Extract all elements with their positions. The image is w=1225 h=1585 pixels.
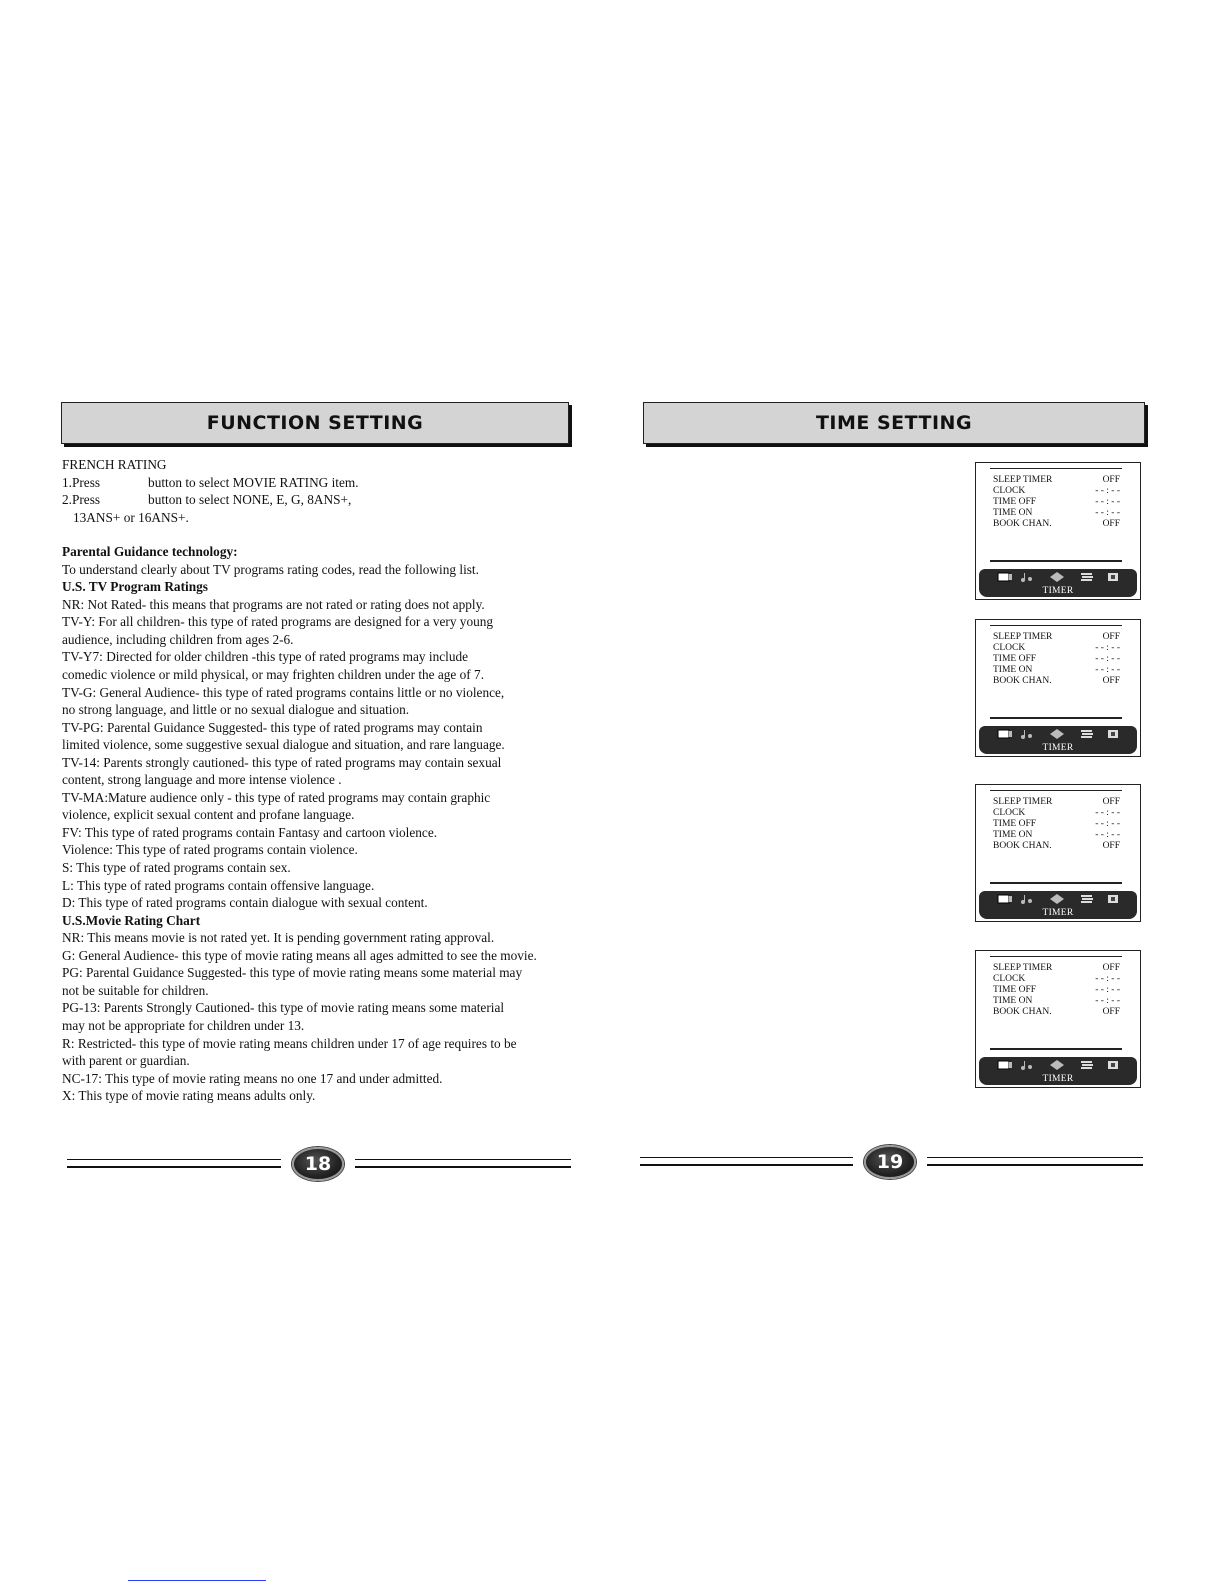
line-text: TV-PG: Parental Guidance Suggested- this type of rated programs may contain — [62, 719, 483, 735]
menu-row — [993, 486, 1120, 497]
menu-row-value: - - : - - — [1095, 643, 1120, 653]
text-line — [62, 613, 592, 631]
menu-row — [993, 830, 1120, 841]
bottom-underline — [128, 1580, 266, 1581]
stack-icon — [1079, 572, 1095, 582]
menu-row-value: OFF — [1102, 963, 1120, 973]
menu-row-value: OFF — [1102, 1007, 1120, 1017]
line-text: TV-G: General Audience- this type of rated programs contains little or no violence, — [62, 684, 505, 700]
text-line — [62, 1052, 592, 1070]
menu-row-label: TIME OFF — [993, 654, 1037, 664]
menu-row-value: OFF — [1102, 632, 1120, 642]
footer-rule-left-b — [355, 1159, 571, 1168]
menu-row-value: - - : - - — [1095, 819, 1120, 829]
menu-row — [993, 819, 1120, 830]
menu-row-label: TIME OFF — [993, 497, 1037, 507]
menu-row-value: - - : - - — [1095, 830, 1120, 840]
line-text: audience, including children from ages 2-6. — [62, 631, 294, 647]
line-text: violence, explicit sexual content and profane language. — [62, 807, 355, 823]
menu-row-label: SLEEP TIMER — [993, 632, 1053, 642]
line-text: FRENCH RATING — [62, 457, 167, 472]
tv-screen-icon — [997, 894, 1013, 904]
tv-screen-icon — [997, 1060, 1013, 1070]
menu-row — [993, 643, 1120, 654]
menu-bottom-divider — [990, 717, 1122, 719]
menu-row-value: - - : - - — [1095, 497, 1120, 507]
line-text: with parent or guardian. — [62, 1053, 190, 1069]
diamond-icon — [1049, 729, 1065, 739]
menu-row-label: CLOCK — [993, 974, 1026, 984]
menu-row-label: CLOCK — [993, 486, 1026, 496]
line-text: Parental Guidance technology: — [62, 544, 238, 560]
text-line — [62, 806, 592, 824]
menu-row-value: - - : - - — [1095, 508, 1120, 518]
function-setting-title: FUNCTION SETTING — [206, 412, 424, 434]
menu-row — [993, 632, 1120, 643]
text-line — [62, 929, 592, 947]
menu-row-value: OFF — [1102, 797, 1120, 807]
text-line — [62, 736, 592, 754]
rating-text-block — [62, 456, 592, 1105]
line-text: may not be appropriate for children under 13. — [62, 1017, 305, 1033]
menu-row — [993, 475, 1120, 486]
menu-row-label: TIME ON — [993, 996, 1033, 1006]
text-line — [62, 1035, 592, 1053]
line-text: button to select MOVIE RATING item. — [148, 474, 359, 490]
timer-menu-screen — [975, 784, 1141, 922]
menu-bottom-divider — [990, 1048, 1122, 1050]
line-text: S: This type of rated programs contain sex. — [62, 860, 291, 876]
menu-top-divider — [990, 625, 1122, 626]
menu-row — [993, 797, 1120, 808]
menu-row-label: SLEEP TIMER — [993, 963, 1053, 973]
lock-icon — [1105, 729, 1121, 739]
section-heading — [62, 912, 592, 930]
text-line — [62, 666, 592, 684]
menu-row-value: - - : - - — [1095, 486, 1120, 496]
menu-row — [993, 841, 1120, 852]
menu-row — [993, 974, 1120, 985]
line-text: TV-14: Parents strongly cautioned- this type of rated programs may contain sexual — [62, 754, 502, 770]
menu-row-value: OFF — [1102, 841, 1120, 851]
menu-row-value: - - : - - — [1095, 654, 1120, 664]
menu-row — [993, 519, 1120, 530]
tv-screen-icon — [997, 572, 1013, 582]
text-line — [62, 596, 592, 614]
menu-row-label: BOOK CHAN. — [993, 841, 1052, 851]
text-line — [62, 631, 592, 649]
menu-row-value: - - : - - — [1095, 665, 1120, 675]
line-text: PG: Parental Guidance Suggested- this type of movie rating means some material may — [62, 965, 523, 981]
menu-row — [993, 996, 1120, 1007]
menu-row-value: - - : - - — [1095, 985, 1120, 995]
page-number-right: 19 — [876, 1151, 904, 1173]
menu-tab-label: TIMER — [1042, 586, 1074, 596]
time-setting-header — [643, 402, 1145, 444]
menu-row — [993, 665, 1120, 676]
text-line — [62, 894, 592, 912]
menu-tab-label: TIMER — [1042, 908, 1074, 918]
line-text: NR: Not Rated- this means that programs are not rated or rating does not apply. — [62, 596, 485, 612]
diamond-icon — [1049, 572, 1065, 582]
press-step-label: 1.Press — [62, 474, 101, 490]
time-setting-title: TIME SETTING — [815, 412, 973, 434]
page-number-badge-left — [292, 1147, 344, 1181]
menu-row-value: OFF — [1102, 475, 1120, 485]
line-text: U.S.Movie Rating Chart — [62, 912, 201, 928]
text-line — [62, 491, 592, 509]
menu-row-label: TIME ON — [993, 830, 1033, 840]
menu-row-label: CLOCK — [993, 808, 1026, 818]
text-line — [62, 474, 592, 492]
press-step-label: 2.Press — [62, 492, 101, 508]
menu-row — [993, 497, 1120, 508]
text-line — [62, 1070, 592, 1088]
lock-icon — [1105, 894, 1121, 904]
menu-row — [993, 985, 1120, 996]
timer-menu-screen — [975, 462, 1141, 600]
menu-row-label: BOOK CHAN. — [993, 676, 1052, 686]
text-line — [62, 1017, 592, 1035]
section-heading — [62, 578, 592, 596]
timer-menu-screen — [975, 950, 1141, 1088]
line-text: TV-MA:Mature audience only - this type of rated programs may contain graphic — [62, 789, 491, 805]
line-text: R: Restricted- this type of movie rating means children under 17 of age requires to be — [62, 1035, 517, 1051]
diamond-icon — [1049, 1060, 1065, 1070]
line-text: To understand clearly about TV programs rating codes, read the following list. — [62, 561, 479, 577]
menu-row-label: BOOK CHAN. — [993, 519, 1052, 529]
menu-row-value: OFF — [1102, 519, 1120, 529]
menu-row-label: TIME OFF — [993, 819, 1037, 829]
menu-row-label: BOOK CHAN. — [993, 1007, 1052, 1017]
page-number-badge-right — [864, 1145, 916, 1179]
lock-icon — [1105, 1060, 1121, 1070]
menu-row-label: SLEEP TIMER — [993, 475, 1053, 485]
text-line — [62, 841, 592, 859]
line-text: not be suitable for children. — [62, 982, 209, 998]
menu-row — [993, 654, 1120, 665]
menu-row-label: TIME ON — [993, 665, 1033, 675]
section-heading — [62, 543, 592, 561]
line-text: FV: This type of rated programs contain Fantasy and cartoon violence. — [62, 824, 438, 840]
menu-row-value: - - : - - — [1095, 996, 1120, 1006]
menu-row-label: CLOCK — [993, 643, 1026, 653]
line-text: comedic violence or mild physical, or may frighten children under the age of 7. — [62, 667, 485, 683]
menu-tab-bar — [979, 891, 1137, 919]
text-line — [62, 877, 592, 895]
text-line — [62, 789, 592, 807]
text-line — [62, 456, 592, 474]
line-text: no strong language, and little or no sexual dialogue and situation. — [62, 702, 410, 718]
line-text: U.S. TV Program Ratings — [62, 579, 208, 595]
line-text: Violence: This type of rated programs contain violence. — [62, 842, 358, 858]
menu-tab-bar — [979, 569, 1137, 597]
menu-top-divider — [990, 790, 1122, 791]
function-setting-header — [61, 402, 569, 444]
text-line — [62, 509, 592, 527]
music-note-icon — [1019, 894, 1035, 904]
menu-row — [993, 508, 1120, 519]
line-text: NC-17: This type of movie rating means no one 17 and under admitted. — [62, 1070, 443, 1086]
line-text: TV-Y: For all children- this type of rated programs are designed for a very young — [62, 614, 494, 630]
stack-icon — [1079, 894, 1095, 904]
text-line — [62, 859, 592, 877]
menu-tab-bar — [979, 1057, 1137, 1085]
timer-menu-screen — [975, 619, 1141, 757]
text-line — [62, 964, 592, 982]
line-text: TV-Y7: Directed for older children -this type of rated programs may include — [62, 649, 469, 665]
menu-row-label: TIME OFF — [993, 985, 1037, 995]
text-line — [62, 824, 592, 842]
line-text: D: This type of rated programs contain dialogue with sexual content. — [62, 895, 428, 911]
text-line — [62, 701, 592, 719]
menu-row — [993, 963, 1120, 974]
text-line — [62, 648, 592, 666]
menu-top-divider — [990, 468, 1122, 469]
text-line — [62, 982, 592, 1000]
menu-bottom-divider — [990, 882, 1122, 884]
menu-row-label: SLEEP TIMER — [993, 797, 1053, 807]
diamond-icon — [1049, 894, 1065, 904]
text-line — [62, 754, 592, 772]
menu-row-value: - - : - - — [1095, 808, 1120, 818]
menu-row — [993, 676, 1120, 687]
text-line — [62, 771, 592, 789]
footer-rule-right-a — [640, 1157, 853, 1166]
line-text: X: This type of movie rating means adults only. — [62, 1088, 316, 1104]
text-line — [62, 1087, 592, 1105]
text-line — [62, 561, 592, 579]
menu-row — [993, 1007, 1120, 1018]
menu-row-label: TIME ON — [993, 508, 1033, 518]
menu-tab-label: TIMER — [1042, 1074, 1074, 1084]
music-note-icon — [1019, 1060, 1035, 1070]
music-note-icon — [1019, 729, 1035, 739]
text-line — [62, 999, 592, 1017]
menu-row-value: OFF — [1102, 676, 1120, 686]
line-text: 13ANS+ or 16ANS+. — [73, 509, 189, 525]
line-text: L: This type of rated programs contain offensive language. — [62, 877, 375, 893]
menu-tab-bar — [979, 726, 1137, 754]
stack-icon — [1079, 1060, 1095, 1070]
lock-icon — [1105, 572, 1121, 582]
line-text: content, strong language and more intense violence . — [62, 772, 342, 788]
text-line — [62, 719, 592, 737]
footer-rule-right-b — [927, 1157, 1143, 1166]
menu-bottom-divider — [990, 560, 1122, 562]
line-text: NR: This means movie is not rated yet. It is pending government rating approval. — [62, 930, 495, 946]
music-note-icon — [1019, 572, 1035, 582]
menu-row — [993, 808, 1120, 819]
menu-tab-label: TIMER — [1042, 743, 1074, 753]
stack-icon — [1079, 729, 1095, 739]
text-line — [62, 684, 592, 702]
line-text: limited violence, some suggestive sexual dialogue and situation, and rare language. — [62, 737, 505, 753]
text-line — [62, 947, 592, 965]
menu-row-value: - - : - - — [1095, 974, 1120, 984]
line-text: button to select NONE, E, G, 8ANS+, — [148, 492, 352, 508]
tv-screen-icon — [997, 729, 1013, 739]
page-number-left: 18 — [304, 1153, 332, 1175]
line-text: G: General Audience- this type of movie rating means all ages admitted to see the movie. — [62, 947, 537, 963]
line-text: PG-13: Parents Strongly Cautioned- this type of movie rating means some material — [62, 1000, 505, 1016]
menu-top-divider — [990, 956, 1122, 957]
paragraph-gap — [62, 526, 592, 543]
footer-rule-left-a — [67, 1159, 281, 1168]
